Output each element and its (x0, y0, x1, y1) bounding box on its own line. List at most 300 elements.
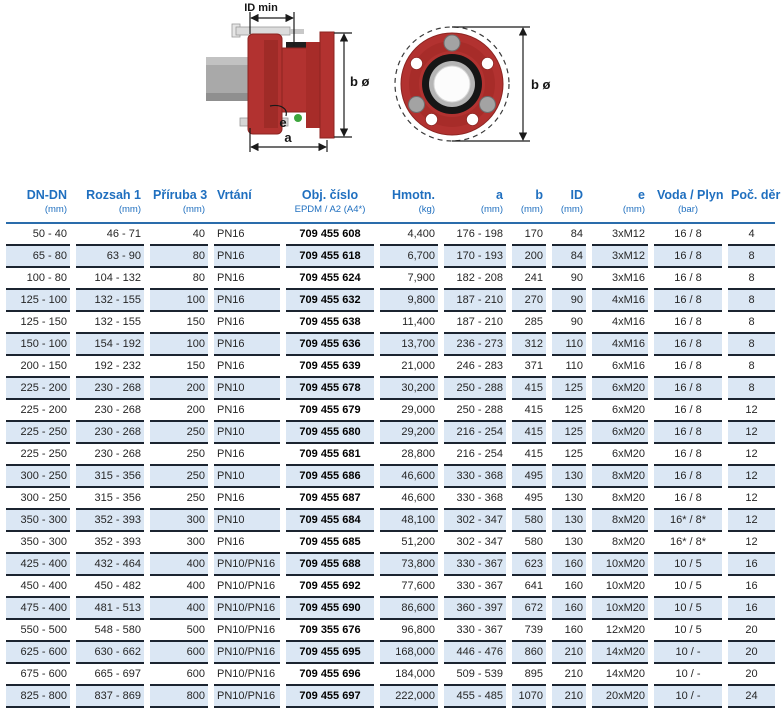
cell-obj_cislo: 709 455 632 (286, 290, 374, 312)
cell-rozsah_1: 230 - 268 (76, 378, 144, 400)
cell-priruba_3: 80 (150, 246, 208, 268)
cell-dn_dn: 550 - 500 (6, 620, 70, 642)
cell-priruba_3: 250 (150, 444, 208, 466)
bolt-hole (426, 114, 438, 126)
cell-poc_der: 8 (728, 356, 775, 378)
cell-e: 6xM20 (592, 378, 648, 400)
table-row (6, 510, 775, 532)
cell-priruba_3: 250 (150, 422, 208, 444)
cell-poc_der: 16 (728, 598, 775, 620)
table-row (6, 290, 775, 312)
cell-hmotn: 184,000 (380, 664, 438, 686)
cell-hmotn: 13,700 (380, 334, 438, 356)
column-header-hmotn: Hmotn. (391, 188, 435, 202)
cell-vrtani: PN10/PN16 (214, 642, 280, 664)
cell-id: 130 (552, 466, 586, 488)
cell-id: 130 (552, 510, 586, 532)
cell-a: 330 - 367 (444, 576, 506, 598)
header-label-row (6, 172, 775, 204)
cell-e: 10xM20 (592, 598, 648, 620)
cell-poc_der: 8 (728, 312, 775, 334)
cell-hmotn: 222,000 (380, 686, 438, 708)
cell-voda_plyn: 16 / 8 (654, 488, 722, 510)
cell-id: 90 (552, 290, 586, 312)
column-unit-dn_dn: (mm) (44, 204, 67, 215)
table-row (6, 400, 775, 422)
cell-poc_der: 20 (728, 620, 775, 642)
cell-a: 182 - 208 (444, 268, 506, 290)
cell-hmotn: 48,100 (380, 510, 438, 532)
cell-id: 125 (552, 400, 586, 422)
cell-obj_cislo: 709 455 692 (286, 576, 374, 598)
cell-id: 110 (552, 356, 586, 378)
cell-a: 330 - 368 (444, 488, 506, 510)
cell-dn_dn: 350 - 300 (6, 532, 70, 554)
table-row (6, 378, 775, 400)
cell-poc_der: 12 (728, 422, 775, 444)
cell-a: 170 - 193 (444, 246, 506, 268)
cell-priruba_3: 800 (150, 686, 208, 708)
cell-vrtani: PN16 (214, 532, 280, 554)
column-header-a: a (496, 188, 503, 202)
clamp-bolt (409, 97, 425, 113)
table-row (6, 268, 775, 290)
cell-obj_cislo: 709 455 681 (286, 444, 374, 466)
table-row (6, 312, 775, 334)
cell-obj_cislo: 709 355 676 (286, 620, 374, 642)
cell-priruba_3: 100 (150, 290, 208, 312)
clamp-ring-ridge (264, 40, 278, 128)
cell-dn_dn: 225 - 200 (6, 400, 70, 422)
cell-dn_dn: 225 - 250 (6, 422, 70, 444)
bolt-hole (411, 58, 423, 70)
cell-poc_der: 12 (728, 444, 775, 466)
cell-vrtani: PN16 (214, 400, 280, 422)
table-row (6, 554, 775, 576)
cell-b: 200 (512, 246, 546, 268)
cell-dn_dn: 625 - 600 (6, 642, 70, 664)
cell-e: 6xM20 (592, 444, 648, 466)
cell-vrtani: PN16 (214, 290, 280, 312)
flange-plate (320, 32, 334, 138)
cell-b: 241 (512, 268, 546, 290)
cell-b: 860 (512, 642, 546, 664)
cell-b: 415 (512, 422, 546, 444)
cell-vrtani: PN10/PN16 (214, 598, 280, 620)
cell-rozsah_1: 837 - 869 (76, 686, 144, 708)
cell-hmotn: 7,900 (380, 268, 438, 290)
column-unit-voda_plyn: (bar) (677, 204, 699, 215)
cell-e: 4xM16 (592, 290, 648, 312)
dim-label-b-side: b ø (350, 74, 370, 89)
cell-e: 4xM16 (592, 312, 648, 334)
cell-voda_plyn: 16* / 8* (654, 510, 722, 532)
cell-b: 641 (512, 576, 546, 598)
column-header-dn_dn: DN-DN (26, 188, 67, 202)
cell-e: 6xM16 (592, 356, 648, 378)
cell-vrtani: PN10 (214, 466, 280, 488)
cell-e: 8xM20 (592, 466, 648, 488)
cell-dn_dn: 225 - 200 (6, 378, 70, 400)
cell-priruba_3: 500 (150, 620, 208, 642)
cell-e: 8xM20 (592, 532, 648, 554)
cell-e: 14xM20 (592, 642, 648, 664)
cell-id: 90 (552, 268, 586, 290)
cell-vrtani: PN10 (214, 510, 280, 532)
cell-dn_dn: 350 - 300 (6, 510, 70, 532)
cell-rozsah_1: 665 - 697 (76, 664, 144, 686)
cell-b: 285 (512, 312, 546, 334)
cell-obj_cislo: 709 455 636 (286, 334, 374, 356)
column-header-rozsah_1: Rozsah 1 (86, 188, 141, 202)
cell-priruba_3: 300 (150, 532, 208, 554)
cell-e: 3xM12 (592, 246, 648, 268)
cell-vrtani: PN16 (214, 312, 280, 334)
cell-rozsah_1: 104 - 132 (76, 268, 144, 290)
cell-b: 415 (512, 444, 546, 466)
table-row (6, 598, 775, 620)
dim-label-id-min: ID min (244, 2, 278, 14)
cell-priruba_3: 400 (150, 576, 208, 598)
table-row (6, 422, 775, 444)
cell-b: 415 (512, 378, 546, 400)
cell-rozsah_1: 192 - 232 (76, 356, 144, 378)
table-row (6, 686, 775, 708)
cell-obj_cislo: 709 455 697 (286, 686, 374, 708)
column-header-vrtani: Vrtání (217, 188, 252, 202)
cell-hmotn: 51,200 (380, 532, 438, 554)
cell-obj_cislo: 709 455 624 (286, 268, 374, 290)
cell-id: 110 (552, 334, 586, 356)
cell-dn_dn: 100 - 80 (6, 268, 70, 290)
table-row (6, 642, 775, 664)
cell-voda_plyn: 10 / 5 (654, 554, 722, 576)
cell-voda_plyn: 16 / 8 (654, 268, 722, 290)
cell-b: 170 (512, 224, 546, 246)
cell-poc_der: 16 (728, 576, 775, 598)
cell-vrtani: PN10 (214, 422, 280, 444)
cell-rozsah_1: 132 - 155 (76, 312, 144, 334)
column-unit-vrtani (214, 204, 280, 221)
cell-poc_der: 12 (728, 488, 775, 510)
cell-voda_plyn: 10 / 5 (654, 598, 722, 620)
cell-hmotn: 6,700 (380, 246, 438, 268)
column-header-poc_der: Poč. děr (731, 188, 781, 202)
cell-hmotn: 29,000 (380, 400, 438, 422)
bolt-hole (482, 58, 494, 70)
table-row (6, 356, 775, 378)
coupling-body (282, 48, 308, 112)
cell-poc_der: 12 (728, 466, 775, 488)
column-header-id: ID (570, 188, 583, 202)
clamp-bolt (444, 35, 460, 51)
cell-a: 216 - 254 (444, 422, 506, 444)
cell-rozsah_1: 230 - 268 (76, 400, 144, 422)
cell-rozsah_1: 230 - 268 (76, 444, 144, 466)
column-unit-obj_cislo: EPDM / A2 (A4*) (294, 204, 366, 215)
cell-b: 415 (512, 400, 546, 422)
clamp-bolt (480, 97, 496, 113)
cell-id: 160 (552, 620, 586, 642)
cell-rozsah_1: 352 - 393 (76, 532, 144, 554)
cell-e: 8xM20 (592, 488, 648, 510)
cell-a: 330 - 367 (444, 620, 506, 642)
cell-poc_der: 8 (728, 268, 775, 290)
cell-voda_plyn: 16 / 8 (654, 400, 722, 422)
cell-voda_plyn: 10 / - (654, 686, 722, 708)
cell-obj_cislo: 709 455 618 (286, 246, 374, 268)
cell-dn_dn: 300 - 250 (6, 488, 70, 510)
cell-b: 495 (512, 466, 546, 488)
cell-rozsah_1: 230 - 268 (76, 422, 144, 444)
cell-poc_der: 20 (728, 664, 775, 686)
cell-voda_plyn: 16 / 8 (654, 290, 722, 312)
table-row (6, 664, 775, 686)
cell-e: 14xM20 (592, 664, 648, 686)
cell-rozsah_1: 315 - 356 (76, 466, 144, 488)
cell-id: 160 (552, 598, 586, 620)
cell-b: 371 (512, 356, 546, 378)
cell-priruba_3: 600 (150, 664, 208, 686)
cell-b: 270 (512, 290, 546, 312)
cell-hmotn: 46,600 (380, 466, 438, 488)
cell-dn_dn: 225 - 250 (6, 444, 70, 466)
column-unit-b: (mm) (520, 204, 543, 215)
cell-id: 125 (552, 378, 586, 400)
cell-obj_cislo: 709 455 685 (286, 532, 374, 554)
cell-obj_cislo: 709 455 680 (286, 422, 374, 444)
column-header-voda_plyn: Voda / Plyn (657, 188, 724, 202)
cell-obj_cislo: 709 455 695 (286, 642, 374, 664)
cell-vrtani: PN10/PN16 (214, 576, 280, 598)
cell-hmotn: 77,600 (380, 576, 438, 598)
cell-id: 130 (552, 532, 586, 554)
table-row (6, 532, 775, 554)
cell-rozsah_1: 481 - 513 (76, 598, 144, 620)
cell-hmotn: 4,400 (380, 224, 438, 246)
cell-e: 3xM12 (592, 224, 648, 246)
cell-a: 236 - 273 (444, 334, 506, 356)
cell-dn_dn: 425 - 400 (6, 554, 70, 576)
cell-poc_der: 12 (728, 532, 775, 554)
cell-priruba_3: 400 (150, 598, 208, 620)
cell-obj_cislo: 709 455 608 (286, 224, 374, 246)
cell-rozsah_1: 132 - 155 (76, 290, 144, 312)
cell-poc_der: 4 (728, 224, 775, 246)
cell-vrtani: PN16 (214, 356, 280, 378)
cell-voda_plyn: 16 / 8 (654, 224, 722, 246)
cell-vrtani: PN10/PN16 (214, 686, 280, 708)
cell-voda_plyn: 10 / 5 (654, 576, 722, 598)
cell-a: 446 - 476 (444, 642, 506, 664)
cell-b: 739 (512, 620, 546, 642)
cell-voda_plyn: 16 / 8 (654, 422, 722, 444)
cell-b: 312 (512, 334, 546, 356)
cell-hmotn: 73,800 (380, 554, 438, 576)
column-unit-hmotn: (kg) (418, 204, 435, 215)
cell-dn_dn: 125 - 150 (6, 312, 70, 334)
technical-drawings-svg (0, 0, 781, 172)
cell-voda_plyn: 16 / 8 (654, 356, 722, 378)
cell-dn_dn: 50 - 40 (6, 224, 70, 246)
cell-priruba_3: 400 (150, 554, 208, 576)
cell-poc_der: 8 (728, 378, 775, 400)
column-header-b: b (535, 188, 543, 202)
cell-priruba_3: 100 (150, 334, 208, 356)
table-row (6, 488, 775, 510)
side-view-diagram (206, 2, 370, 152)
cell-b: 895 (512, 664, 546, 686)
cell-a: 216 - 254 (444, 444, 506, 466)
cell-e: 4xM16 (592, 334, 648, 356)
cell-a: 360 - 397 (444, 598, 506, 620)
table-row (6, 224, 775, 246)
cell-obj_cislo: 709 455 696 (286, 664, 374, 686)
cell-vrtani: PN16 (214, 268, 280, 290)
column-unit-poc_der (728, 204, 775, 221)
table-row (6, 620, 775, 642)
cell-id: 210 (552, 642, 586, 664)
cell-obj_cislo: 709 455 638 (286, 312, 374, 334)
header-unit-row (6, 204, 775, 221)
column-unit-id: (mm) (560, 204, 583, 215)
cell-id: 84 (552, 224, 586, 246)
cell-id: 84 (552, 246, 586, 268)
column-unit-priruba_3: (mm) (182, 204, 205, 215)
cell-poc_der: 8 (728, 246, 775, 268)
cell-a: 187 - 210 (444, 290, 506, 312)
cell-priruba_3: 600 (150, 642, 208, 664)
cell-a: 330 - 368 (444, 466, 506, 488)
cell-a: 302 - 347 (444, 532, 506, 554)
cell-b: 580 (512, 510, 546, 532)
front-view-diagram (395, 27, 551, 141)
cell-voda_plyn: 16 / 8 (654, 246, 722, 268)
cell-poc_der: 12 (728, 510, 775, 532)
cell-hmotn: 11,400 (380, 312, 438, 334)
cell-poc_der: 20 (728, 642, 775, 664)
cell-rozsah_1: 450 - 482 (76, 576, 144, 598)
cell-id: 130 (552, 488, 586, 510)
cell-rozsah_1: 315 - 356 (76, 488, 144, 510)
cell-a: 176 - 198 (444, 224, 506, 246)
cell-dn_dn: 200 - 150 (6, 356, 70, 378)
dim-label-e: e (279, 115, 287, 130)
cell-obj_cislo: 709 455 678 (286, 378, 374, 400)
column-header-obj_cislo: Obj. číslo (301, 188, 359, 202)
bolt-hole (467, 114, 479, 126)
cell-b: 1070 (512, 686, 546, 708)
cell-hmotn: 96,800 (380, 620, 438, 642)
cell-obj_cislo: 709 455 686 (286, 466, 374, 488)
cell-rozsah_1: 46 - 71 (76, 224, 144, 246)
cell-dn_dn: 825 - 800 (6, 686, 70, 708)
column-unit-a: (mm) (480, 204, 503, 215)
cell-priruba_3: 150 (150, 356, 208, 378)
cell-obj_cislo: 709 455 639 (286, 356, 374, 378)
cell-a: 187 - 210 (444, 312, 506, 334)
cell-obj_cislo: 709 455 687 (286, 488, 374, 510)
cell-priruba_3: 80 (150, 268, 208, 290)
table-row (6, 466, 775, 488)
cell-b: 580 (512, 532, 546, 554)
cell-rozsah_1: 63 - 90 (76, 246, 144, 268)
cell-obj_cislo: 709 455 688 (286, 554, 374, 576)
cell-dn_dn: 65 - 80 (6, 246, 70, 268)
cell-a: 330 - 367 (444, 554, 506, 576)
bore (434, 66, 470, 102)
green-bolt-tip (294, 114, 302, 122)
cell-id: 90 (552, 312, 586, 334)
cell-voda_plyn: 10 / - (654, 664, 722, 686)
cell-b: 623 (512, 554, 546, 576)
cell-voda_plyn: 16 / 8 (654, 312, 722, 334)
cell-priruba_3: 150 (150, 312, 208, 334)
cell-priruba_3: 250 (150, 466, 208, 488)
cell-vrtani: PN16 (214, 334, 280, 356)
cell-e: 6xM20 (592, 422, 648, 444)
cell-e: 10xM20 (592, 576, 648, 598)
cell-id: 125 (552, 444, 586, 466)
cell-a: 302 - 347 (444, 510, 506, 532)
table-row (6, 334, 775, 356)
cell-a: 455 - 485 (444, 686, 506, 708)
cell-e: 3xM16 (592, 268, 648, 290)
cell-poc_der: 8 (728, 290, 775, 312)
cell-poc_der: 16 (728, 554, 775, 576)
table-row (6, 444, 775, 466)
cell-a: 250 - 288 (444, 378, 506, 400)
dim-label-a: a (284, 130, 292, 145)
cell-e: 12xM20 (592, 620, 648, 642)
cell-vrtani: PN10/PN16 (214, 620, 280, 642)
cell-id: 210 (552, 664, 586, 686)
cell-hmotn: 86,600 (380, 598, 438, 620)
spec-table (0, 172, 781, 708)
cell-e: 6xM20 (592, 400, 648, 422)
cell-rozsah_1: 548 - 580 (76, 620, 144, 642)
cell-rozsah_1: 432 - 464 (76, 554, 144, 576)
cell-e: 8xM20 (592, 510, 648, 532)
cell-hmotn: 21,000 (380, 356, 438, 378)
cell-dn_dn: 300 - 250 (6, 466, 70, 488)
cell-poc_der: 24 (728, 686, 775, 708)
cell-poc_der: 12 (728, 400, 775, 422)
cell-rozsah_1: 630 - 662 (76, 642, 144, 664)
cell-vrtani: PN16 (214, 444, 280, 466)
cell-a: 509 - 539 (444, 664, 506, 686)
cell-voda_plyn: 16 / 8 (654, 444, 722, 466)
cell-b: 495 (512, 488, 546, 510)
cell-voda_plyn: 16* / 8* (654, 532, 722, 554)
cell-id: 160 (552, 576, 586, 598)
cell-rozsah_1: 154 - 192 (76, 334, 144, 356)
cell-priruba_3: 200 (150, 378, 208, 400)
column-unit-rozsah_1: (mm) (118, 204, 141, 215)
table-row (6, 246, 775, 268)
cell-id: 125 (552, 422, 586, 444)
cell-voda_plyn: 16 / 8 (654, 466, 722, 488)
cell-priruba_3: 200 (150, 400, 208, 422)
cell-b: 672 (512, 598, 546, 620)
cell-dn_dn: 125 - 100 (6, 290, 70, 312)
dim-label-b-front: b ø (531, 77, 551, 92)
cell-hmotn: 29,200 (380, 422, 438, 444)
column-header-e: e (638, 188, 645, 202)
cell-hmotn: 46,600 (380, 488, 438, 510)
cell-id: 160 (552, 554, 586, 576)
cell-hmotn: 168,000 (380, 642, 438, 664)
